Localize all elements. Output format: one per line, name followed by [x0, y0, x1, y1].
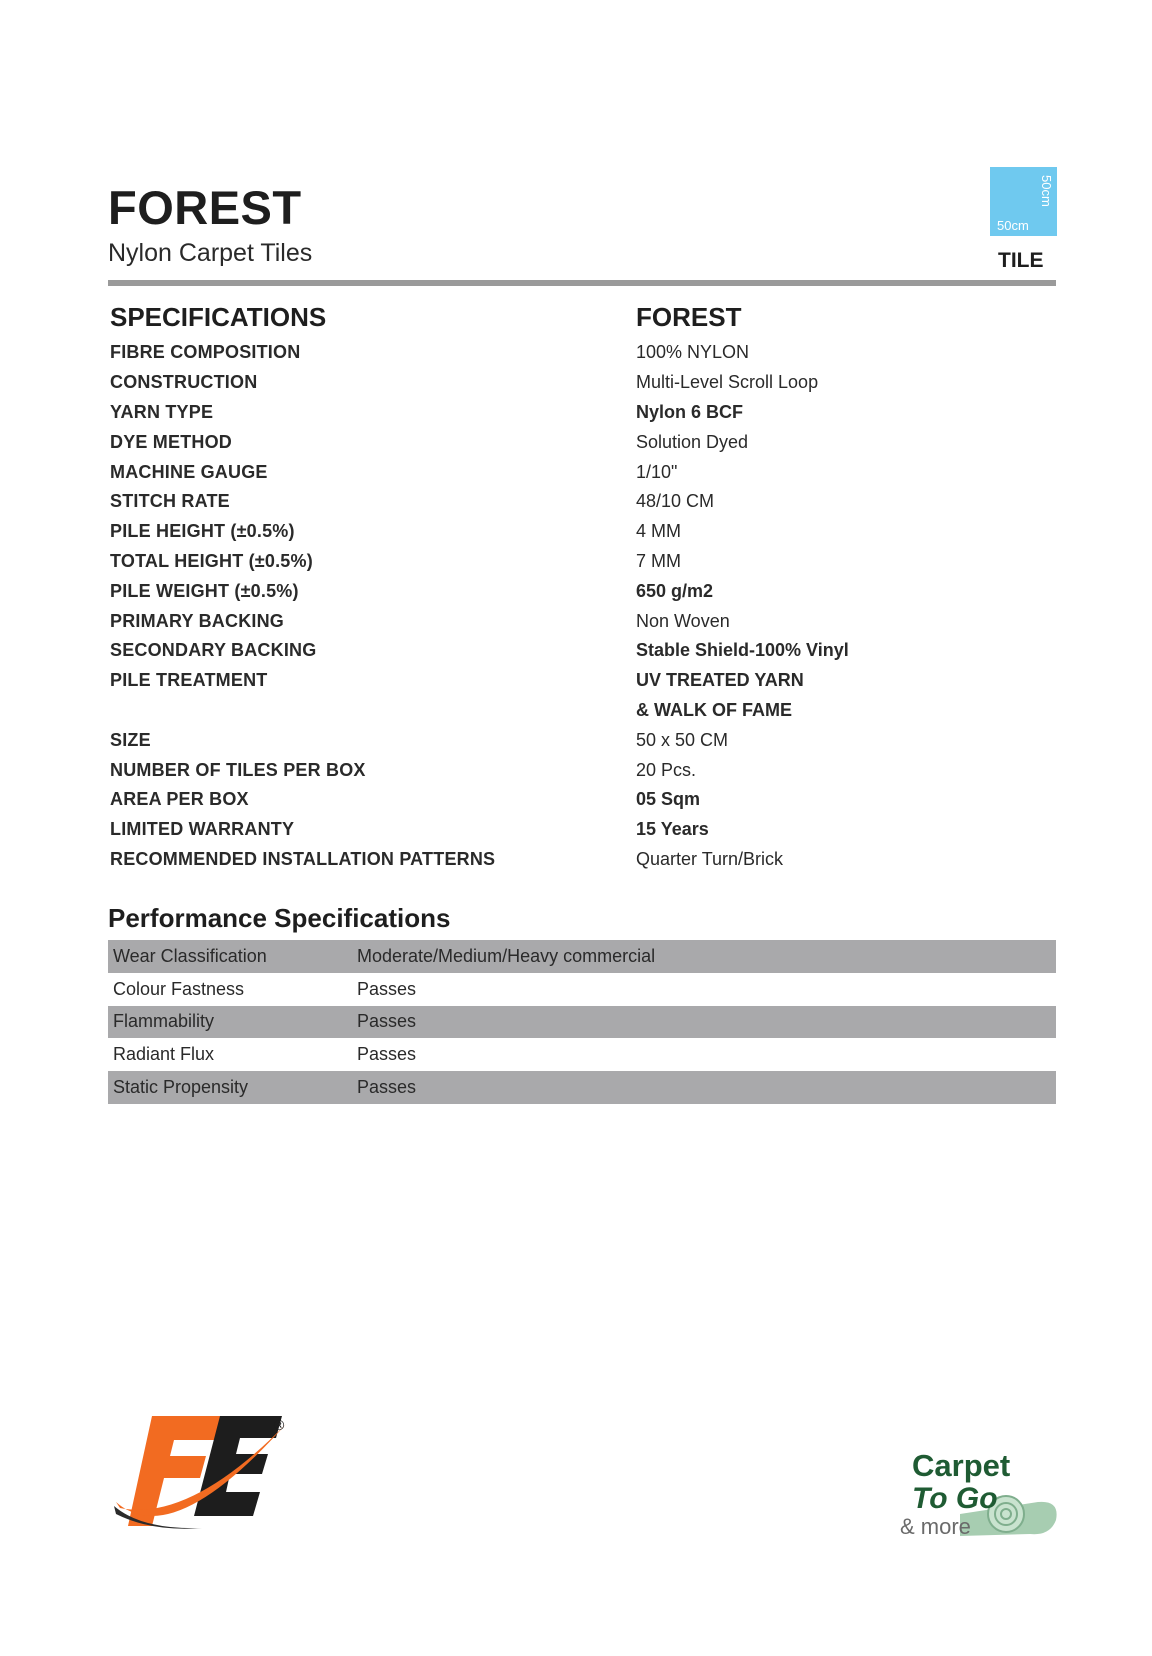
specifications-table: [110, 338, 1056, 874]
performance-row: [108, 940, 1056, 973]
spec-value: Non Woven: [636, 610, 730, 631]
spec-label: NUMBER OF TILES PER BOX: [110, 759, 366, 780]
performance-row: [108, 1006, 1056, 1039]
spec-label: PRIMARY BACKING: [110, 610, 285, 631]
spec-row: [110, 398, 1056, 428]
product-title: FOREST: [108, 181, 302, 234]
spec-row: [110, 696, 1056, 726]
spec-value: Solution Dyed: [636, 431, 749, 452]
spec-label: SECONDARY BACKING: [110, 640, 317, 661]
tile-size-swatch: [990, 167, 1057, 236]
spec-row: [110, 547, 1056, 577]
performance-row: [108, 973, 1056, 1006]
spec-row: [110, 755, 1056, 785]
ctg-logo-line3: & more: [900, 1514, 971, 1539]
spec-label: YARN TYPE: [110, 401, 214, 422]
spec-row: [110, 815, 1056, 845]
tile-height-label: 50cm: [1039, 175, 1054, 207]
spec-value: UV TREATED YARN: [636, 670, 804, 691]
tile-label: TILE: [998, 249, 1044, 272]
spec-label: MACHINE GAUGE: [110, 461, 268, 482]
spec-row: [110, 785, 1056, 815]
spec-row: [110, 636, 1056, 666]
spec-row: [110, 606, 1056, 636]
header-divider: [108, 280, 1056, 286]
performance-label: Radiant Flux: [113, 1044, 215, 1065]
spec-value: 20 Pcs.: [636, 759, 697, 780]
spec-value: Quarter Turn/Brick: [636, 848, 784, 869]
registered-mark: ®: [272, 1418, 286, 1434]
spec-row: [110, 338, 1056, 368]
performance-row: [108, 1038, 1056, 1071]
spec-value: 15 Years: [636, 819, 709, 840]
spec-value: 650 g/m2: [636, 580, 714, 601]
performance-label: Colour Fastness: [113, 978, 245, 999]
tile-width-label: 50cm: [997, 218, 1029, 233]
spec-row: [110, 576, 1056, 606]
specifications-heading: SPECIFICATIONS: [110, 302, 327, 332]
performance-value: Passes: [357, 1044, 417, 1065]
spec-value: 4 MM: [636, 521, 681, 542]
performance-label: Static Propensity: [113, 1077, 249, 1098]
spec-value: 1/10": [636, 461, 678, 482]
spec-label: PILE TREATMENT: [110, 670, 268, 691]
ctg-logo-line2: To Go: [912, 1482, 998, 1515]
spec-row: [110, 725, 1056, 755]
performance-value: Passes: [357, 978, 417, 999]
spec-label: PILE HEIGHT (±0.5%): [110, 521, 295, 542]
spec-value: Nylon 6 BCF: [636, 401, 744, 422]
performance-table: [108, 940, 1056, 1104]
spec-row: [110, 666, 1056, 696]
spec-label: RECOMMENDED INSTALLATION PATTERNS: [110, 848, 496, 869]
spec-value: Stable Shield-100% Vinyl: [636, 640, 849, 661]
spec-label: STITCH RATE: [110, 491, 230, 512]
spec-row: [110, 457, 1056, 487]
specifications-value-heading: FOREST: [636, 302, 742, 332]
performance-heading: Performance Specifications: [108, 903, 451, 933]
spec-label: TOTAL HEIGHT (±0.5%): [110, 550, 313, 571]
spec-label: CONSTRUCTION: [110, 372, 258, 393]
spec-row: [110, 427, 1056, 457]
spec-value: Multi-Level Scroll Loop: [636, 372, 819, 393]
spec-label: SIZE: [110, 729, 151, 750]
spec-value: 100% NYLON: [636, 342, 750, 363]
performance-value: Passes: [357, 1011, 417, 1032]
spec-label: AREA PER BOX: [110, 789, 249, 810]
spec-row: [110, 487, 1056, 517]
carpet-to-go-logo: [894, 1448, 1064, 1540]
spec-value: 48/10 CM: [636, 491, 715, 512]
performance-row: [108, 1071, 1056, 1104]
spec-label: LIMITED WARRANTY: [110, 819, 295, 840]
spec-value: 7 MM: [636, 550, 681, 571]
spec-value: 05 Sqm: [636, 789, 701, 810]
spec-row: [110, 845, 1056, 875]
performance-value: Passes: [357, 1077, 417, 1098]
performance-label: Wear Classification: [113, 945, 267, 966]
ctg-logo-line1: Carpet: [912, 1448, 1011, 1483]
spec-value: 50 x 50 CM: [636, 729, 729, 750]
spec-value: & WALK OF FAME: [636, 699, 792, 720]
fe-logo: [112, 1410, 292, 1536]
performance-label: Flammability: [113, 1011, 215, 1032]
spec-row: [110, 517, 1056, 547]
performance-value: Moderate/Medium/Heavy commercial: [357, 945, 656, 966]
spec-label: DYE METHOD: [110, 431, 233, 452]
spec-row: [110, 368, 1056, 398]
product-subtitle: Nylon Carpet Tiles: [108, 239, 313, 267]
spec-label: FIBRE COMPOSITION: [110, 342, 301, 363]
spec-label: PILE WEIGHT (±0.5%): [110, 580, 299, 601]
